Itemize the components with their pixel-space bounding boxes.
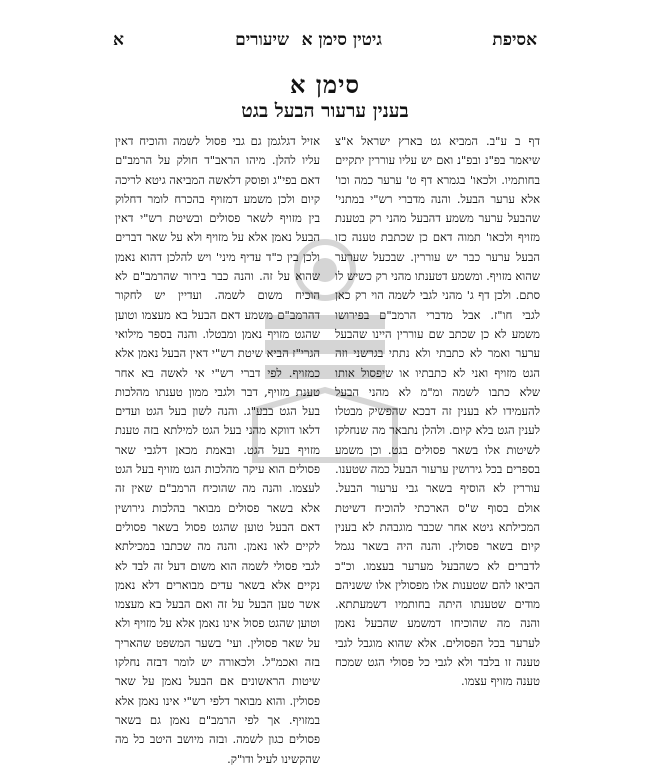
siman-title: סימן א (289, 70, 361, 99)
running-header (113, 30, 537, 54)
text-column-right (335, 132, 540, 689)
running-header-series: שיעורים (235, 30, 289, 50)
text-column-left (115, 132, 320, 766)
running-header-section: גיטין סימן א (301, 30, 382, 50)
topic-title: בענין ערעור הבעל בגט (241, 100, 409, 122)
running-header-page-letter: א (113, 30, 124, 50)
running-header-title: אסיפת (492, 30, 537, 50)
column-paragraph: דף ב ע"ב. המביא גט בארץ ישראל א"צ שיאמר בפ"נ ובפ"נ ואם יש עליו עוררין יתקיים בחותמיו. ולכאו' בגמרא דף ט' ערער כמה וכו' אלא ערער הבעל. והנה מדברי רש"י במתני' שהבעל ערער משמע דהבעל מהני רק בטענת מזויף ולכאו' תמוה דאם כן שכתבת טענה כזו הבעל ערער כבר יש עוררין. שבכעל שערער שהוא מזויף. ומשמע דטענתו מהני רק כשיש לו סתם. ולכן דף ג' מהני לגבי לשמה הוי רק כאן לגבי חו"ז. אבל מדברי הרמב"ם בפירושו משמע לא כן שכתב שם עוררין היינו שהבעל ערער ואמר לא כתבתי ולא נתתי בגרשני וזה הגט מזויף ואני לא כתבתיו או שיפסול אותו שלא כתבו לשמה ומ"מ לא מהני הבעל להעמידו לא בענין זה דבכא שהפשיק מבטלו לענין הגט בלא קיום. ולהלן נתבאר מה שנחלקו לשיטות אלו בשאר פסולים בגט. וכן משמע בספרים בכל גירושין ערעור הבעל כמה שטענו. עוררין לא הוסיף בשאר גבי ערעור הבעל. אולם בסוף ש"ס הארכתי להוכיח דשיטת המכילתא גיטא אחר שכבר מוגבהת לא בענין קיום בשאר פסולין. והנה היה בשאר נגמל לדברים לא כשהבעל מערער בעצמו. וכ"כ הביאו להם שטענות אלו מפסולין אלו ששניהם מודים שטענתו היתה בחותמיו דשמעתתא. והנה מה שהוכיחו דמשמע שהבעל נאמן לערער בכל הפסולים. אלא שהוא מוגבל לגבי טענה זו בלבד ולא לגבי כל פסולי הגט שמכח טענה מזויף עצמו. (335, 134, 540, 689)
column-paragraph: אזיל דגלגמן גם גבי פסול לשמה והוכיח דאין עליו להלן. מיהו הראב"ד חולק על הרמב"ם דאם בפי"ג ופוסק דלאשה המביאה גיטא לריכה קיום ולכן משמע דמזויף בהכרח לומר דחלוק בין מזויף לשאר פסולים ובשיטת רש"י דאין הבעל נאמן אלא על מזויף ולא על שאר דברים ולכן בין כ"ד עדיף מיני' ויש להלכן דהוא נאמן שהוא על זה. והנה כבר בירור שהרמב"ם לא הוכיח משום לשמה. ועדיין יש לחקור דהרמב"ם משמע דאם הבעל בא מעצמו וטוען שהגט מזויף נאמן ומבטלו. והנה בספר מילואי הגרי"ז הביא שיטת רש"י דאין הבעל נאמן אלא כמזויף. לפי דברי רש"י אי לאשה בא אחר טענת מזויף, דבר ולגבי ממון טענתו מהלכות בעל הגט בבע"ג. והנה לשון בעל הגט ועדים דלאו דווקא מהני בעל הגט למילתא בזה טענת מזויף בעל הגט. ובאמת מכאן דלגבי שאר פסולים הוא עיקר מהלכות הגט מזויף בעל הגט לעצמו. והנה מה שהוכיח הרמב"ם שאין זה אלא בשאר פסולים מבואר בהלכות גירושין דאם הבעל טוען שהגט פסול בשאר פסולים לקיים לאו נאמן. והנה מה שכתבו במכילתא לגבי פסולי לשמה הוא משום דעל זה לבד לא נקיים אלא בשאר עדים מבוארים דלא נאמן אשר טען הבעל על זה ואם הבעל בא מעצמו וטוען שהגט פסול אינו נאמן אלא על מזויף ולא על שאר פסולין. ועי' בשער המשפט שהאריך בזה ואכמ"ל. ולכאורה יש לומר דבזה נחלקו שיטות הראשונים אם הבעל נאמן על שאר פסולין. והוא מבואר דלפי רש"י אינו נאמן אלא במזויף. אך לפי הרמב"ם נאמן גם בשאר פסולים כגון לשמה. ובזה מיושב היטב כל מה שהקשינו לעיל ודו"ק. (115, 134, 320, 766)
